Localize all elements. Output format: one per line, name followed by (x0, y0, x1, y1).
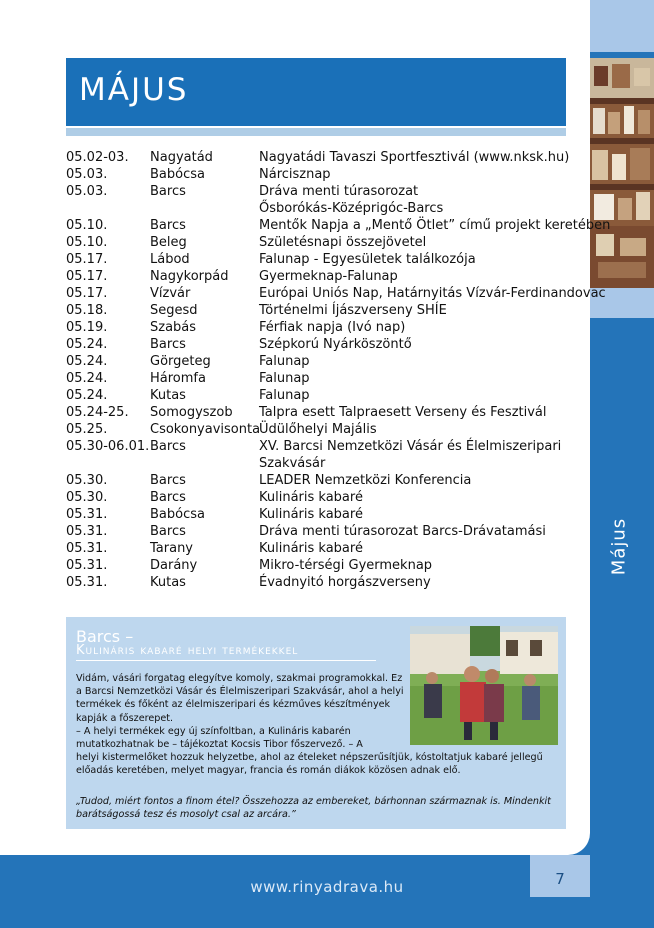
event-description: Gyermeknap-Falunap (259, 269, 398, 284)
event-date: 05.17. (66, 269, 108, 284)
event-row (66, 575, 586, 592)
event-date: 05.31. (66, 575, 108, 590)
event-description: LEADER Nemzetközi Konferencia (259, 473, 472, 488)
feature-quote: „Tudod, miért fontos a finom étel? Összehozza az embereket, bárhonnan származnak is. Mindenkit barátságossá tesz és mosolyt csal az arcára.” (76, 796, 551, 821)
event-date: 05.30. (66, 490, 108, 505)
event-row (66, 337, 586, 354)
event-row (66, 388, 586, 405)
event-row (66, 473, 586, 490)
event-description: Kulináris kabaré (259, 507, 363, 522)
event-row (66, 150, 586, 167)
event-description: Európai Uniós Nap, Határnyitás Vízvár-Ferdinandovac (259, 286, 606, 301)
event-row (66, 269, 586, 286)
event-description: Falunap (259, 388, 310, 403)
event-row (66, 490, 586, 507)
side-month-label: Május (608, 517, 630, 576)
event-date: 05.24-25. (66, 405, 129, 420)
event-list (66, 150, 611, 592)
event-description: Mikro-térségi Gyermeknap (259, 558, 433, 573)
event-description: Nagyatádi Tavaszi Sportfesztivál (www.nksk.hu) (259, 150, 570, 165)
event-place: Barcs (150, 337, 186, 352)
event-date: 05.24. (66, 371, 108, 386)
event-row (66, 405, 586, 422)
event-place: Barcs (150, 524, 186, 539)
event-place: Háromfa (150, 371, 206, 386)
event-date: 05.31. (66, 507, 108, 522)
event-row (66, 286, 606, 303)
event-description: Falunap (259, 354, 310, 369)
event-description: Üdülőhelyi Majális (259, 422, 377, 437)
event-description: Mentők Napja a „Mentő Ötlet” című projekt keretében (259, 218, 611, 233)
event-place: Darány (150, 558, 198, 573)
event-description: Születésnapi összejövetel (259, 235, 427, 250)
event-place: Görgeteg (150, 354, 211, 369)
feature-title-line2: Kulináris kabaré helyi termékekkel (76, 643, 299, 658)
event-description: Falunap - Egyesületek találkozója (259, 252, 476, 267)
event-description: Férfiak napja (Ivó nap) (259, 320, 406, 335)
event-date: 05.31. (66, 524, 108, 539)
event-date: 05.18. (66, 303, 108, 318)
event-row (66, 439, 586, 456)
event-place: Nagykorpád (150, 269, 229, 284)
event-row (66, 456, 586, 473)
event-description: Talpra esett Talpraesett Verseny és Fesztivál (259, 405, 547, 420)
event-place: Barcs (150, 218, 186, 233)
event-row (66, 218, 611, 235)
event-row (66, 320, 586, 337)
market-stall-photo (590, 58, 654, 288)
event-place: Babócsa (150, 507, 205, 522)
event-place: Babócsa (150, 167, 205, 182)
event-place: Szabás (150, 320, 197, 335)
cabaret-photo (410, 626, 558, 745)
event-date: 05.17. (66, 286, 108, 301)
feature-title-line1: Barcs – (76, 627, 134, 646)
event-date: 05.02-03. (66, 150, 129, 165)
event-row (66, 524, 586, 541)
event-place: Barcs (150, 473, 186, 488)
event-place: Kutas (150, 575, 186, 590)
feature-title-underline (76, 660, 376, 661)
page-title: MÁJUS (79, 72, 189, 108)
event-date: 05.24. (66, 354, 108, 369)
event-date: 05.31. (66, 558, 108, 573)
event-place: Segesd (150, 303, 198, 318)
event-date: 05.17. (66, 252, 108, 267)
event-row (66, 235, 586, 252)
event-row (66, 354, 586, 371)
event-date: 05.25. (66, 422, 108, 437)
event-place: Csokonyavisonta (150, 422, 261, 437)
event-place: Somogyszob (150, 405, 233, 420)
event-row (66, 422, 586, 439)
event-place: Barcs (150, 439, 186, 454)
event-place: Lábod (150, 252, 190, 267)
event-description: Dráva menti túrasorozat Barcs-Drávatamási (259, 524, 546, 539)
month-header (66, 58, 566, 126)
event-place: Barcs (150, 490, 186, 505)
feature-paragraph-1: Vidám, vásári forgatag elegyítve komoly, szakmai programokkal. Ez a Barcsi Nemzetközi Vásár és Élelmiszeripari Szakvásár, ahol a helyi termékek és főként az élelmiszeripari és kézműves készítmények kapják a főszerepet. (76, 673, 404, 724)
feature-body (76, 672, 543, 778)
event-description: Kulináris kabaré (259, 541, 363, 556)
event-row (66, 252, 586, 269)
feature-box (66, 617, 566, 829)
event-date: 05.30. (66, 473, 108, 488)
event-date: 05.19. (66, 320, 108, 335)
header-divider (66, 128, 566, 136)
event-date: 05.30-06.01. (66, 439, 150, 454)
event-row (66, 201, 586, 218)
event-description: Szépkorú Nyárköszöntő (259, 337, 412, 352)
event-description: XV. Barcsi Nemzetközi Vásár és Élelmiszeripari (259, 439, 562, 454)
event-row (66, 507, 586, 524)
event-row (66, 167, 586, 184)
website-link[interactable]: www.rinyadrava.hu (250, 878, 404, 896)
event-description: Történelmi Íjászverseny SHÍE (259, 303, 447, 318)
event-description: Szakvásár (259, 456, 326, 471)
event-place: Tarany (150, 541, 193, 556)
event-row (66, 558, 586, 575)
event-date: 05.31. (66, 541, 108, 556)
event-place: Vízvár (150, 286, 191, 301)
event-description: Ősborókás-Középrigóc-Barcs (259, 201, 444, 216)
event-date: 05.10. (66, 235, 108, 250)
feature-paragraph-2: – A helyi termékek egy új színfoltban, a Kulináris kabarén mutatkozhatnak be – tájékoztat Kocsis Tibor főszervező. – A (76, 725, 363, 751)
side-strip-top (590, 0, 654, 52)
event-place: Kutas (150, 388, 186, 403)
event-description: Falunap (259, 371, 310, 386)
event-date: 05.24. (66, 388, 108, 403)
event-description: Dráva menti túrasorozat (259, 184, 419, 199)
event-description: Nárcisznap (259, 167, 331, 182)
event-description: Évadnyitó horgászverseny (259, 575, 431, 590)
feature-paragraph-3: helyi kistermelőket hozzuk helyzetbe, ahol az ételeket népszerűsítjük, kóstoltatjuk kabaré jellegű előadás keretében, melyet magyar, francia és román diákok közösen adnak elő. (76, 752, 543, 777)
event-row (66, 184, 586, 201)
event-date: 05.10. (66, 218, 108, 233)
event-place: Barcs (150, 184, 186, 199)
event-description: Kulináris kabaré (259, 490, 363, 505)
event-row (66, 303, 586, 320)
event-date: 05.24. (66, 337, 108, 352)
page-number: 7 (555, 870, 565, 888)
event-date: 05.03. (66, 167, 108, 182)
event-date: 05.03. (66, 184, 108, 199)
event-place: Nagyatád (150, 150, 213, 165)
event-row (66, 371, 586, 388)
event-place: Beleg (150, 235, 187, 250)
event-row (66, 541, 586, 558)
